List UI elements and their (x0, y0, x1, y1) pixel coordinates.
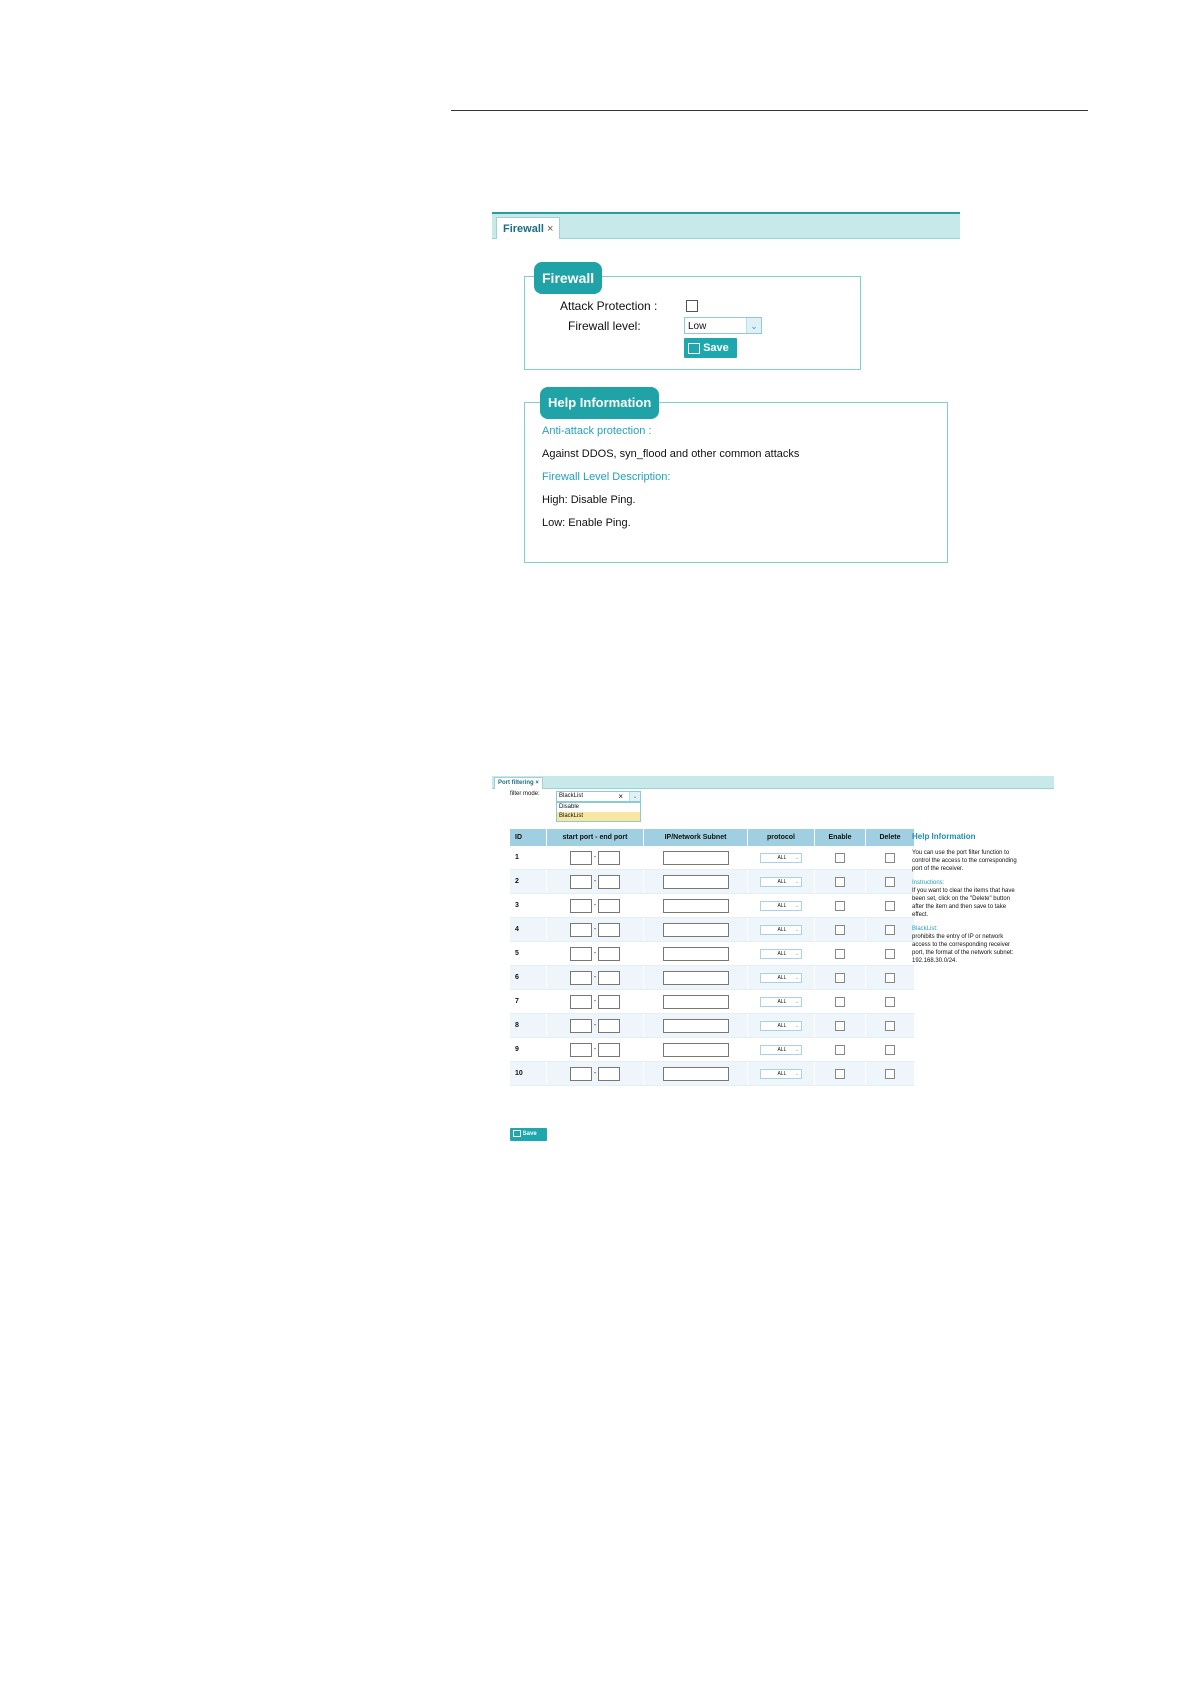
ip-subnet-cell (644, 894, 748, 918)
protocol-select[interactable] (760, 1069, 802, 1079)
tab-label: Firewall (503, 223, 544, 235)
attack-protection-label: Attack Protection : (560, 299, 658, 313)
start-port-input[interactable] (570, 995, 592, 1009)
ip-subnet-cell (644, 1014, 748, 1038)
port-range-cell (547, 942, 644, 966)
delete-checkbox[interactable] (885, 949, 895, 959)
delete-cell (866, 1062, 915, 1086)
protocol-select[interactable] (760, 877, 802, 887)
col-ip-subnet: IP/Network Subnet (644, 829, 748, 846)
ip-subnet-input[interactable] (663, 899, 729, 913)
protocol-cell (748, 918, 815, 942)
ip-subnet-input[interactable] (663, 851, 729, 865)
chevron-down-icon: ⌄ (794, 878, 800, 885)
start-port-input[interactable] (570, 899, 592, 913)
firewall-legend: Firewall (534, 262, 602, 294)
table-row (510, 894, 915, 918)
table-row (510, 966, 915, 990)
filter-mode-value: BlackList (559, 793, 584, 799)
enable-checkbox[interactable] (835, 1069, 845, 1079)
firewall-level-label: Firewall level: (568, 319, 641, 333)
start-port-input[interactable] (570, 971, 592, 985)
protocol-value: ALL (777, 902, 787, 909)
row-id: 8 (510, 1014, 547, 1038)
protocol-cell (748, 1062, 815, 1086)
table-row (510, 918, 915, 942)
ip-subnet-input[interactable] (663, 1043, 729, 1057)
delete-cell (866, 942, 915, 966)
delete-cell (866, 894, 915, 918)
ip-subnet-input[interactable] (663, 1019, 729, 1033)
delete-cell (866, 990, 915, 1014)
port-range-cell (547, 894, 644, 918)
row-id: 6 (510, 966, 547, 990)
delete-cell (866, 966, 915, 990)
table-row (510, 870, 915, 894)
end-port-input[interactable] (598, 971, 620, 985)
delete-checkbox[interactable] (885, 925, 895, 935)
help-instructions-title: Instructions: (912, 880, 945, 886)
protocol-value: ALL (777, 926, 787, 933)
protocol-cell (748, 846, 815, 870)
filter-mode-select[interactable] (556, 791, 641, 802)
port-separator: - (593, 854, 597, 862)
firewall-level-value: Low (688, 321, 707, 332)
protocol-value: ALL (777, 998, 787, 1005)
protocol-select[interactable] (760, 1021, 802, 1031)
ip-subnet-input[interactable] (663, 875, 729, 889)
save-label: Save (522, 1131, 537, 1137)
enable-cell (815, 894, 866, 918)
help-title: Help Information (912, 832, 976, 841)
end-port-input[interactable] (598, 995, 620, 1009)
help-legend: Help Information (540, 387, 659, 419)
col-protocol: protocol (748, 829, 815, 846)
row-id: 3 (510, 894, 547, 918)
start-port-input[interactable] (570, 851, 592, 865)
chevron-down-icon: ⌄ (794, 854, 800, 861)
enable-checkbox[interactable] (835, 949, 845, 959)
chevron-down-icon: ⌄ (794, 902, 800, 909)
tab-bar (492, 776, 1054, 789)
help-instructions-text: If you want to clear the items that have been set, click on the "Delete" button after the item and then save to take effect. (912, 888, 1015, 918)
delete-checkbox[interactable] (885, 1021, 895, 1031)
chevron-down-icon: ⌄ (794, 998, 800, 1005)
row-id: 1 (510, 846, 547, 870)
filter-mode-option-blacklist[interactable]: BlackList (557, 812, 640, 821)
start-port-input[interactable] (570, 1043, 592, 1057)
ip-subnet-cell (644, 1038, 748, 1062)
ip-subnet-input[interactable] (663, 995, 729, 1009)
port-range-cell (547, 1014, 644, 1038)
enable-cell (815, 990, 866, 1014)
protocol-value: ALL (777, 1070, 787, 1077)
chevron-down-icon: ⌄ (794, 974, 800, 981)
delete-checkbox[interactable] (885, 973, 895, 983)
port-range-cell (547, 870, 644, 894)
port-filtering-panel (492, 776, 1054, 1137)
chevron-down-icon: ⌄ (629, 792, 640, 801)
table-row (510, 846, 915, 870)
chevron-down-icon: ⌄ (794, 1046, 800, 1053)
enable-checkbox[interactable] (835, 1021, 845, 1031)
end-port-input[interactable] (598, 899, 620, 913)
delete-cell (866, 846, 915, 870)
table-row (510, 1062, 915, 1086)
protocol-cell (748, 942, 815, 966)
end-port-input[interactable] (598, 947, 620, 961)
chevron-down-icon: ⌄ (746, 318, 761, 333)
delete-cell (866, 870, 915, 894)
protocol-cell (748, 1038, 815, 1062)
ip-subnet-cell (644, 990, 748, 1014)
ip-subnet-input[interactable] (663, 971, 729, 985)
end-port-input[interactable] (598, 851, 620, 865)
end-port-input[interactable] (598, 923, 620, 937)
port-range-cell (547, 918, 644, 942)
chevron-down-icon: ⌄ (794, 950, 800, 957)
help-intro: You can use the port filter function to control the access to the corresponding port of the receiver. (912, 850, 1017, 872)
protocol-select[interactable] (760, 1045, 802, 1055)
save-icon (688, 343, 700, 354)
anti-attack-text: Against DDOS, syn_flood and other common attacks (542, 448, 800, 460)
table-row (510, 990, 915, 1014)
port-separator: - (593, 1046, 597, 1054)
ip-subnet-cell (644, 1062, 748, 1086)
row-id: 2 (510, 870, 547, 894)
help-blacklist-text: prohibits the entry of IP or network access to the corresponding receiver port, the format of the network subnet: 192.168.30.0/24. (912, 934, 1014, 964)
row-id: 7 (510, 990, 547, 1014)
close-icon[interactable]: × (546, 223, 554, 235)
port-separator: - (593, 1070, 597, 1078)
protocol-value: ALL (777, 1022, 787, 1029)
protocol-select[interactable] (760, 949, 802, 959)
protocol-value: ALL (777, 974, 787, 981)
protocol-select[interactable] (760, 997, 802, 1007)
filter-mode-label: filter mode: (510, 791, 540, 797)
delete-checkbox[interactable] (885, 853, 895, 863)
port-separator: - (593, 1022, 597, 1030)
enable-checkbox[interactable] (835, 925, 845, 935)
tab-bar (492, 212, 960, 239)
enable-checkbox[interactable] (835, 997, 845, 1007)
port-range-cell (547, 846, 644, 870)
col-port-range: start port - end port (547, 829, 644, 846)
start-port-input[interactable] (570, 1019, 592, 1033)
close-icon[interactable]: × (535, 780, 539, 786)
protocol-select[interactable] (760, 973, 802, 983)
col-id: ID (510, 829, 547, 846)
table-row (510, 1038, 915, 1062)
enable-cell (815, 846, 866, 870)
protocol-cell (748, 966, 815, 990)
save-label: Save (703, 342, 729, 354)
save-button[interactable] (684, 338, 737, 358)
save-button[interactable] (510, 1128, 547, 1141)
port-range-cell (547, 1038, 644, 1062)
firewall-panel (492, 212, 960, 572)
row-id: 4 (510, 918, 547, 942)
enable-checkbox[interactable] (835, 853, 845, 863)
end-port-input[interactable] (598, 1019, 620, 1033)
ip-subnet-input[interactable] (663, 1067, 729, 1081)
save-icon (513, 1130, 521, 1137)
row-id: 9 (510, 1038, 547, 1062)
port-filter-help (912, 829, 1022, 965)
port-separator: - (593, 950, 597, 958)
protocol-select[interactable] (760, 901, 802, 911)
enable-checkbox[interactable] (835, 1045, 845, 1055)
enable-checkbox[interactable] (835, 877, 845, 887)
port-separator: - (593, 902, 597, 910)
protocol-value: ALL (777, 854, 787, 861)
row-id: 5 (510, 942, 547, 966)
chevron-down-icon: ⌄ (794, 1022, 800, 1029)
row-id: 10 (510, 1062, 547, 1086)
port-separator: - (593, 974, 597, 982)
ip-subnet-cell (644, 870, 748, 894)
start-port-input[interactable] (570, 947, 592, 961)
delete-checkbox[interactable] (885, 997, 895, 1007)
protocol-cell (748, 894, 815, 918)
enable-cell (815, 942, 866, 966)
high-level-text: High: Disable Ping. (542, 494, 636, 506)
protocol-select[interactable] (760, 853, 802, 863)
delete-cell (866, 918, 915, 942)
enable-cell (815, 1038, 866, 1062)
enable-checkbox[interactable] (835, 901, 845, 911)
delete-cell (866, 1014, 915, 1038)
port-filter-rows (510, 846, 915, 1086)
start-port-input[interactable] (570, 875, 592, 889)
port-separator: - (593, 878, 597, 886)
tab-firewall[interactable] (496, 217, 560, 239)
port-filter-table (510, 829, 915, 1086)
enable-cell (815, 870, 866, 894)
enable-cell (815, 1062, 866, 1086)
enable-cell (815, 966, 866, 990)
port-range-cell (547, 966, 644, 990)
end-port-input[interactable] (598, 1043, 620, 1057)
chevron-down-icon: ⌄ (794, 926, 800, 933)
col-delete: Delete (866, 829, 915, 846)
delete-checkbox[interactable] (885, 877, 895, 887)
port-separator: - (593, 998, 597, 1006)
port-separator: - (593, 926, 597, 934)
ip-subnet-input[interactable] (663, 923, 729, 937)
table-row (510, 942, 915, 966)
enable-checkbox[interactable] (835, 973, 845, 983)
delete-cell (866, 1038, 915, 1062)
filter-mode-dropdown (556, 802, 641, 822)
protocol-value: ALL (777, 950, 787, 957)
enable-cell (815, 1014, 866, 1038)
protocol-value: ALL (777, 878, 787, 885)
col-enable: Enable (815, 829, 866, 846)
protocol-value: ALL (777, 1046, 787, 1053)
low-level-text: Low: Enable Ping. (542, 517, 631, 529)
chevron-down-icon: ⌄ (794, 1070, 800, 1077)
port-range-cell (547, 990, 644, 1014)
ip-subnet-cell (644, 918, 748, 942)
protocol-cell (748, 990, 815, 1014)
ip-subnet-input[interactable] (663, 947, 729, 961)
ip-subnet-cell (644, 846, 748, 870)
filter-mode-option-disable[interactable]: Disable (559, 804, 580, 810)
delete-checkbox[interactable] (885, 901, 895, 911)
delete-checkbox[interactable] (885, 1045, 895, 1055)
delete-checkbox[interactable] (885, 1069, 895, 1079)
anti-attack-title: Anti-attack protection : (542, 425, 652, 437)
protocol-cell (748, 870, 815, 894)
table-row (510, 1014, 915, 1038)
start-port-input[interactable] (570, 1067, 592, 1081)
end-port-input[interactable] (598, 1067, 620, 1081)
ip-subnet-cell (644, 966, 748, 990)
ip-subnet-cell (644, 942, 748, 966)
firewall-level-desc-title: Firewall Level Description: (542, 471, 671, 483)
attack-protection-checkbox[interactable] (686, 300, 698, 312)
clear-icon[interactable]: × (618, 792, 623, 801)
firewall-level-select[interactable] (684, 317, 762, 334)
tab-port-filtering[interactable] (494, 777, 543, 789)
port-range-cell (547, 1062, 644, 1086)
end-port-input[interactable] (598, 875, 620, 889)
enable-cell (815, 918, 866, 942)
protocol-cell (748, 1014, 815, 1038)
page-header-rule (451, 110, 1088, 111)
start-port-input[interactable] (570, 923, 592, 937)
protocol-select[interactable] (760, 925, 802, 935)
tab-label: Port filtering (498, 780, 534, 786)
help-blacklist-title: BlackList: (912, 926, 938, 932)
